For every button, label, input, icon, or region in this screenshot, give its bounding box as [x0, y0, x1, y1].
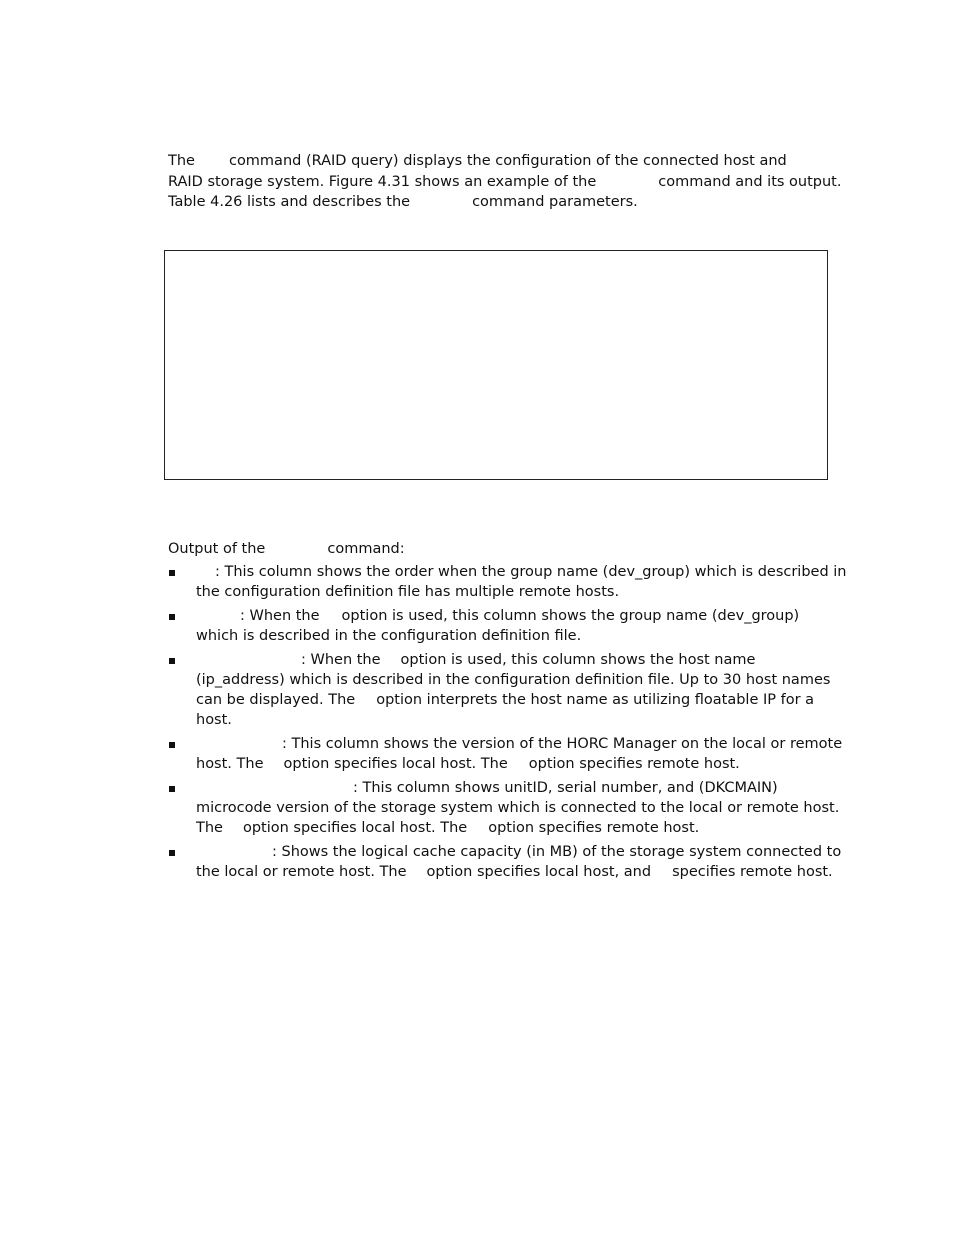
output-columns-list: [168, 562, 847, 886]
bullet-text: the configuration definition file has multiple remote hosts.: [196, 584, 620, 600]
bullet-text: : This column shows the version of the HORC Manager on the local or remote: [282, 736, 843, 752]
intro-text: command and its output.: [658, 173, 842, 190]
bullet-text: option specifies remote host.: [528, 756, 740, 772]
bullet-text: option specifies local host. The: [283, 756, 508, 772]
bullet-text: option is used, this column shows the group name (dev_group): [341, 608, 800, 624]
intro-line-3: [168, 192, 828, 213]
list-item: [168, 562, 847, 602]
bullet-text: : Shows the logical cache capacity (in MB) of the storage system connected to: [272, 844, 842, 860]
intro-line-1: [168, 151, 828, 172]
bullet-text: microcode version of the storage system which is connected to the local or remote host.: [196, 800, 840, 816]
bullet-text: option specifies local host, and: [426, 864, 652, 880]
intro-text: RAID storage system. Figure 4.31 shows an example of the: [168, 173, 597, 190]
output-heading-text: command:: [327, 541, 405, 557]
list-item: [168, 842, 842, 882]
list-item: [168, 778, 840, 838]
intro-text: command parameters.: [472, 194, 638, 210]
bullet-icon: [169, 658, 175, 664]
bullet-text: option is used, this column shows the host name: [400, 652, 756, 668]
bullet-text: : This column shows unitID, serial number, and (DKCMAIN): [353, 780, 778, 796]
bullet-icon: [169, 742, 175, 748]
bullet-text: : This column shows the order when the group name (dev_group) which is described in: [215, 564, 847, 580]
bullet-text: the local or remote host. The: [196, 864, 407, 880]
intro-text: Table 4.26 lists and describes the: [168, 194, 411, 210]
bullet-text: : When the: [240, 608, 320, 624]
bullet-text: : When the: [301, 652, 381, 668]
bullet-text: option interprets the host name as utilizing floatable IP for a: [376, 692, 815, 708]
bullet-text: host.: [196, 712, 232, 728]
bullet-text: option specifies local host. The: [242, 820, 468, 836]
bullet-text: specifies remote host.: [672, 864, 833, 880]
list-item: [168, 734, 843, 774]
bullet-icon: [169, 850, 175, 856]
bullet-text: The: [196, 820, 223, 836]
bullet-icon: [169, 614, 175, 620]
intro-line-2: [168, 172, 842, 193]
bullet-text: (ip_address) which is described in the configuration definition file. Up to 30 host names: [196, 672, 831, 688]
bullet-text: which is described in the configuration definition file.: [196, 628, 582, 644]
intro-text: command (RAID query) displays the configuration of the connected host and: [228, 153, 787, 169]
list-item: [168, 606, 828, 646]
bullet-text: host. The: [196, 756, 264, 772]
bullet-icon: [169, 786, 175, 792]
intro-paragraph: [168, 151, 842, 213]
output-heading: [168, 539, 405, 559]
figure-frame: [164, 250, 828, 480]
bullet-text: can be displayed. The: [196, 692, 356, 708]
intro-text: The: [168, 153, 195, 169]
bullet-icon: [169, 570, 175, 576]
output-heading-text: Output of the: [168, 541, 266, 557]
bullet-text: option specifies remote host.: [488, 820, 700, 836]
list-item: [168, 650, 831, 730]
